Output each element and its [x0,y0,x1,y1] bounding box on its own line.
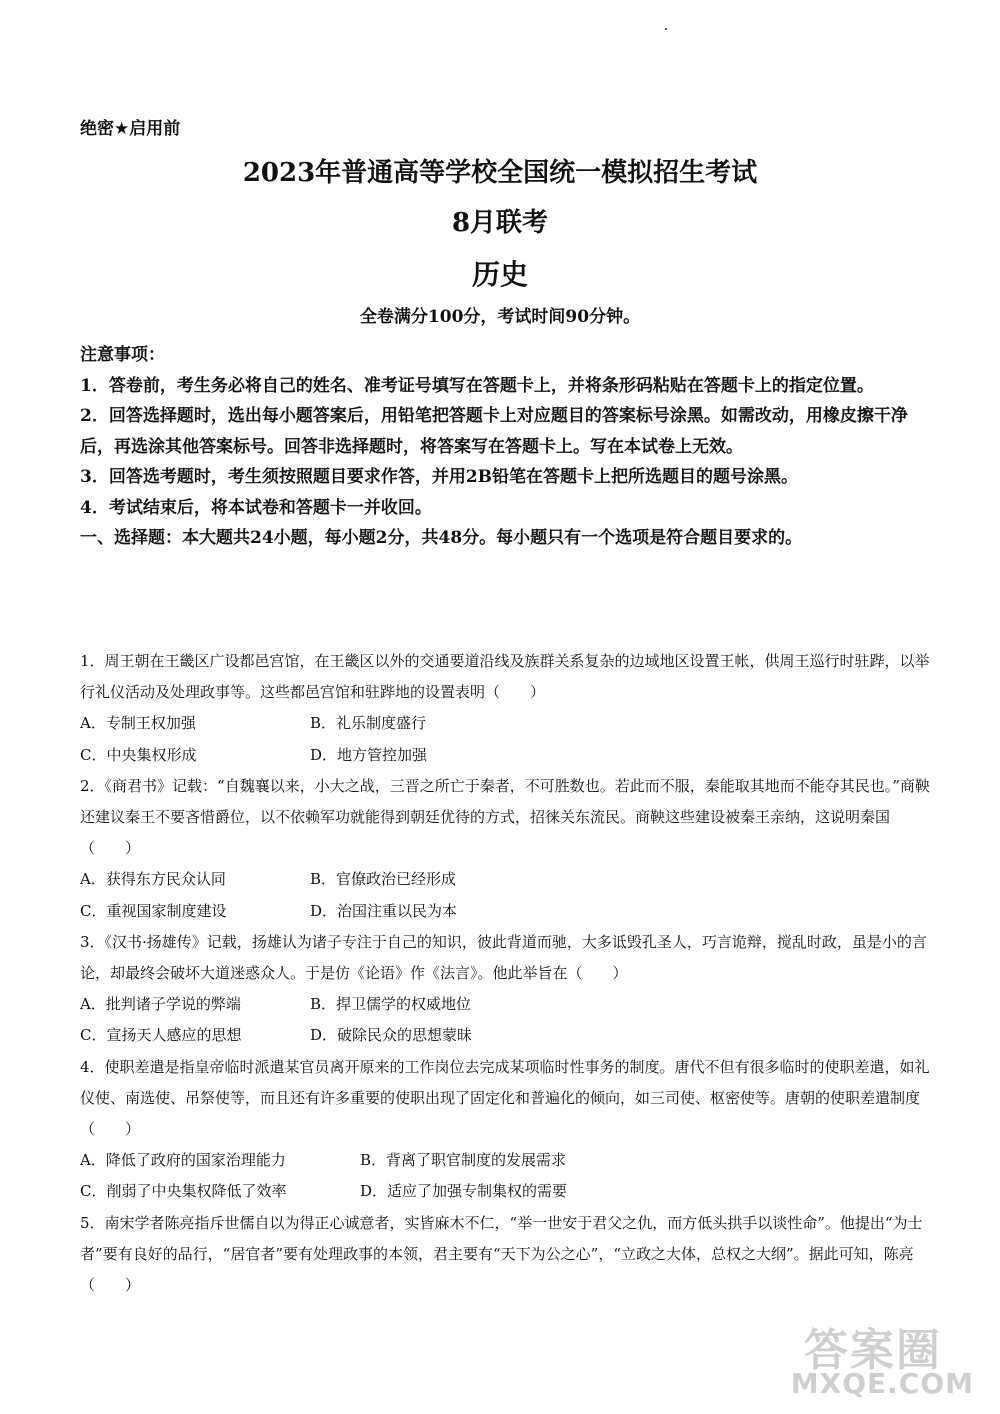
question-stem: 1．周王朝在王畿区广设都邑宫馆，在王畿区以外的交通要道沿线及族群关系复杂的边域地区设置王帐，供周王巡行时驻跸，以举行礼仪活动及处理政事等。这些都邑宫馆和驻跸地的设置表明（ ） [80,652,930,702]
option-d: D．适应了加强专制集权的需要 [360,1182,568,1201]
option-a: A．批判诸子学说的弊端 [80,995,241,1014]
note-item: 3．回答选考题时，考生须按照题目要求作答，并用2B铅笔在答题卡上把所选题目的题号涂黑。 [80,467,799,487]
question-stem: 5．南宋学者陈亮指斥世儒自以为得正心诚意者，实皆麻木不仁，“举一世安于君父之仇，而方低头拱手以谈性命”。他提出“为士者”要有良好的品行，“居官者”要有处理政事的本领，君主要有“天下为公之心”，“立政之大体，总权之大纲”。据此可知，陈亮（ ） [80,1213,923,1295]
options [80,989,940,1020]
option-b: B．背离了职官制度的发展需求 [360,1151,567,1170]
note-item: 2．回答选择题时，选出每小题答案后，用铅笔把答题卡上对应题目的答案标号涂黑。如需改动，用橡皮擦干净后，再选涂其他答案标号。回答非选择题时，将答案写在答题卡上。写在本试卷上无效。 [80,406,908,457]
options [80,864,940,895]
option-c: C．重视国家制度建设 [80,901,227,920]
option-a: A．降低了政府的国家治理能力 [80,1151,286,1170]
option-d: D．地方管控加强 [310,745,428,764]
notes-section [80,340,940,554]
question-4 [80,1052,940,1208]
question-1 [80,646,940,771]
watermark-url: MXQE.COM [790,1367,974,1400]
note-item: 4．考试结束后，将本试卷和答题卡一并收回。 [80,497,432,518]
option-a: A．获得东方民众认同 [80,870,226,889]
question-stem: 3．《汉书·扬雄传》记载，扬雄认为诸子专注于自己的知识，彼此背道而驰，大多诋毁孔圣人，巧言诡辩，搅乱时政，虽是小的言论，却最终会破坏大道迷惑众人。于是仿《论语》作《法言》。他此举旨在（ ） [80,932,927,983]
note-item: 1．答卷前，考生务必将自己的姓名、准考证号填写在答题卡上，并将条形码粘贴在答题卡上的指定位置。 [80,375,874,396]
scan-speck [665,28,667,30]
option-c: C．宣扬天人感应的思想 [80,1026,242,1045]
option-d: D．治国注重以民为本 [310,901,458,920]
question-3 [80,927,940,1052]
option-c: C．中央集权形成 [80,745,197,764]
options [80,708,940,739]
full-score-line: 全卷满分100分，考试时间90分钟。 [359,307,641,327]
questions-list [80,646,940,1301]
options [80,740,940,771]
notes-heading: 注意事项： [80,345,165,365]
option-b: B．官僚政治已经形成 [310,870,457,889]
exam-subtitle: 8月联考 [451,208,549,238]
watermark-logo [792,1314,982,1400]
section-heading: 一、选择题：本大题共24小题，每小题2分，共48分。每小题只有一个选项是符合题目要求的。 [80,528,803,548]
option-a: A．专制王权加强 [80,714,196,733]
question-stem: 4．使职差遣是指皇帝临时派遣某官员离开原来的工作岗位去完成某项临时性事务的制度。唐代不但有很多临时的使职差遣，如礼仪使、南选使、吊祭使等，而且还有许多重要的使职出现了固定化和普遍化的倾向，如三司使、枢密使等。唐朝的使职差遣制度（ ） [80,1057,930,1139]
option-c: C．削弱了中央集权降低了效率 [80,1182,287,1201]
confidential-label: 绝密★启用前 [80,119,181,139]
options [80,1020,940,1051]
options [80,896,940,927]
question-2 [80,771,940,927]
option-d: D．破除民众的思想蒙昧 [310,1026,473,1045]
option-b: B．捍卫儒学的权威地位 [310,995,472,1014]
option-b: B．礼乐制度盛行 [310,714,427,733]
question-5 [80,1208,940,1302]
options [80,1176,940,1207]
options [80,1145,940,1176]
question-stem: 2．《商君书》记载：“自魏襄以来，小大之战，三晋之所亡于秦者，不可胜数也。若此而不服，秦能取其地而不能夺其民也。”商鞅还建议秦王不要吝惜爵位，以不依赖军功就能得到朝廷优待的方式，招徕关东流民。商鞅这些建设被秦王亲纳，这说明秦国（ ） [80,776,930,858]
exam-title: 2023年普通高等学校全国统一模拟招生考试 [242,158,758,188]
subject-title: 历史 [471,258,528,291]
watermark-text: 答案圈 [804,1325,942,1376]
